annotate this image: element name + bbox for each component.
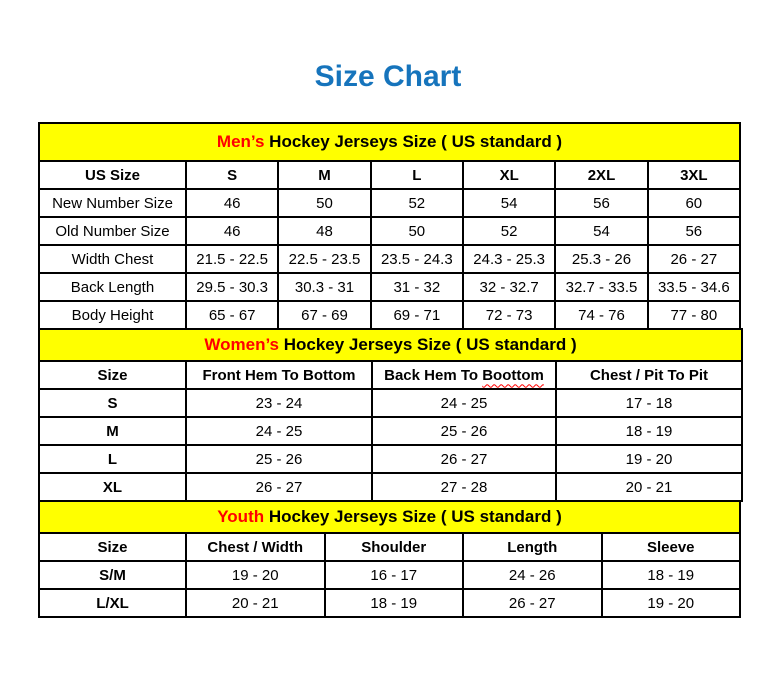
mens-col-header: US Size	[39, 161, 186, 189]
table-row	[39, 245, 740, 273]
value-cell: 72 - 73	[463, 301, 555, 329]
value-cell: 23.5 - 24.3	[371, 245, 463, 273]
womens-col-header: Front Hem To Bottom	[186, 361, 372, 389]
womens-header-row	[39, 361, 742, 389]
youth-row-label: L/XL	[39, 589, 186, 617]
value-cell: 26 - 27	[372, 445, 556, 473]
table-row	[39, 589, 740, 617]
value-cell: 31 - 32	[371, 273, 463, 301]
value-cell: 67 - 69	[278, 301, 370, 329]
youth-col-header: Chest / Width	[186, 533, 325, 561]
value-cell: 54	[555, 217, 647, 245]
youth-section-title-rest: Hockey Jerseys Size ( US standard )	[264, 507, 562, 526]
womens-col-header-back-misspelled-word: Boottom	[482, 366, 544, 384]
value-cell: 48	[278, 217, 370, 245]
value-cell: 50	[371, 217, 463, 245]
value-cell: 25.3 - 26	[555, 245, 647, 273]
mens-col-header: 3XL	[648, 161, 740, 189]
youth-size-table	[38, 500, 741, 618]
mens-col-header: M	[278, 161, 370, 189]
mens-row-label: Body Height	[39, 301, 186, 329]
mens-row-label: New Number Size	[39, 189, 186, 217]
womens-col-header: Size	[39, 361, 186, 389]
youth-col-header: Sleeve	[602, 533, 741, 561]
value-cell: 46	[186, 189, 278, 217]
mens-section-title	[39, 123, 740, 161]
womens-row-label: S	[39, 389, 186, 417]
mens-size-table	[38, 122, 741, 330]
value-cell: 60	[648, 189, 740, 217]
value-cell: 25 - 26	[372, 417, 556, 445]
value-cell: 18 - 19	[602, 561, 741, 589]
value-cell: 46	[186, 217, 278, 245]
value-cell: 77 - 80	[648, 301, 740, 329]
value-cell: 19 - 20	[556, 445, 742, 473]
value-cell: 16 - 17	[325, 561, 464, 589]
value-cell: 33.5 - 34.6	[648, 273, 740, 301]
table-row	[39, 445, 742, 473]
youth-row-label: S/M	[39, 561, 186, 589]
youth-col-header: Length	[463, 533, 602, 561]
table-row	[39, 389, 742, 417]
value-cell: 20 - 21	[556, 473, 742, 501]
table-row	[39, 561, 740, 589]
youth-section-band	[39, 501, 740, 533]
youth-section-title	[39, 501, 740, 533]
value-cell: 27 - 28	[372, 473, 556, 501]
womens-col-header	[372, 361, 556, 389]
mens-header-row	[39, 161, 740, 189]
table-row	[39, 273, 740, 301]
womens-size-table	[38, 328, 743, 502]
womens-section-title-red: Women’s	[204, 335, 279, 354]
mens-col-header: S	[186, 161, 278, 189]
value-cell: 19 - 20	[186, 561, 325, 589]
womens-col-header: Chest / Pit To Pit	[556, 361, 742, 389]
value-cell: 20 - 21	[186, 589, 325, 617]
value-cell: 19 - 20	[602, 589, 741, 617]
table-row	[39, 417, 742, 445]
table-row	[39, 217, 740, 245]
mens-col-header: XL	[463, 161, 555, 189]
youth-section-title-red: Youth	[217, 507, 265, 526]
value-cell: 18 - 19	[556, 417, 742, 445]
table-row	[39, 473, 742, 501]
youth-col-header: Size	[39, 533, 186, 561]
size-tables	[38, 122, 741, 618]
womens-section-title-rest: Hockey Jerseys Size ( US standard )	[279, 335, 577, 354]
value-cell: 50	[278, 189, 370, 217]
womens-col-header-back-prefix: Back Hem To	[384, 366, 483, 384]
womens-row-label: M	[39, 417, 186, 445]
value-cell: 52	[463, 217, 555, 245]
value-cell: 24.3 - 25.3	[463, 245, 555, 273]
mens-row-label: Old Number Size	[39, 217, 186, 245]
youth-col-header: Shoulder	[325, 533, 464, 561]
value-cell: 17 - 18	[556, 389, 742, 417]
mens-section-band	[39, 123, 740, 161]
mens-section-title-rest: Hockey Jerseys Size ( US standard )	[264, 132, 563, 151]
value-cell: 24 - 26	[463, 561, 602, 589]
womens-section-title	[39, 329, 742, 361]
mens-row-label: Width Chest	[39, 245, 186, 273]
value-cell: 21.5 - 22.5	[186, 245, 278, 273]
value-cell: 26 - 27	[186, 473, 372, 501]
mens-row-label: Back Length	[39, 273, 186, 301]
page-title: Size Chart	[314, 60, 462, 93]
value-cell: 26 - 27	[648, 245, 740, 273]
value-cell: 23 - 24	[186, 389, 372, 417]
value-cell: 65 - 67	[186, 301, 278, 329]
value-cell: 29.5 - 30.3	[186, 273, 278, 301]
value-cell: 24 - 25	[372, 389, 556, 417]
mens-col-header: L	[371, 161, 463, 189]
value-cell: 30.3 - 31	[278, 273, 370, 301]
value-cell: 26 - 27	[463, 589, 602, 617]
table-row	[39, 301, 740, 329]
mens-col-header: 2XL	[555, 161, 647, 189]
table-row	[39, 189, 740, 217]
value-cell: 52	[371, 189, 463, 217]
value-cell: 32.7 - 33.5	[555, 273, 647, 301]
value-cell: 56	[648, 217, 740, 245]
value-cell: 56	[555, 189, 647, 217]
mens-section-title-red: Men’s	[216, 132, 265, 151]
value-cell: 22.5 - 23.5	[278, 245, 370, 273]
womens-row-label: L	[39, 445, 186, 473]
value-cell: 54	[463, 189, 555, 217]
womens-section-band	[39, 329, 742, 361]
womens-row-label: XL	[39, 473, 186, 501]
youth-header-row	[39, 533, 740, 561]
value-cell: 24 - 25	[186, 417, 372, 445]
value-cell: 32 - 32.7	[463, 273, 555, 301]
value-cell: 74 - 76	[555, 301, 647, 329]
value-cell: 25 - 26	[186, 445, 372, 473]
value-cell: 69 - 71	[371, 301, 463, 329]
value-cell: 18 - 19	[325, 589, 464, 617]
